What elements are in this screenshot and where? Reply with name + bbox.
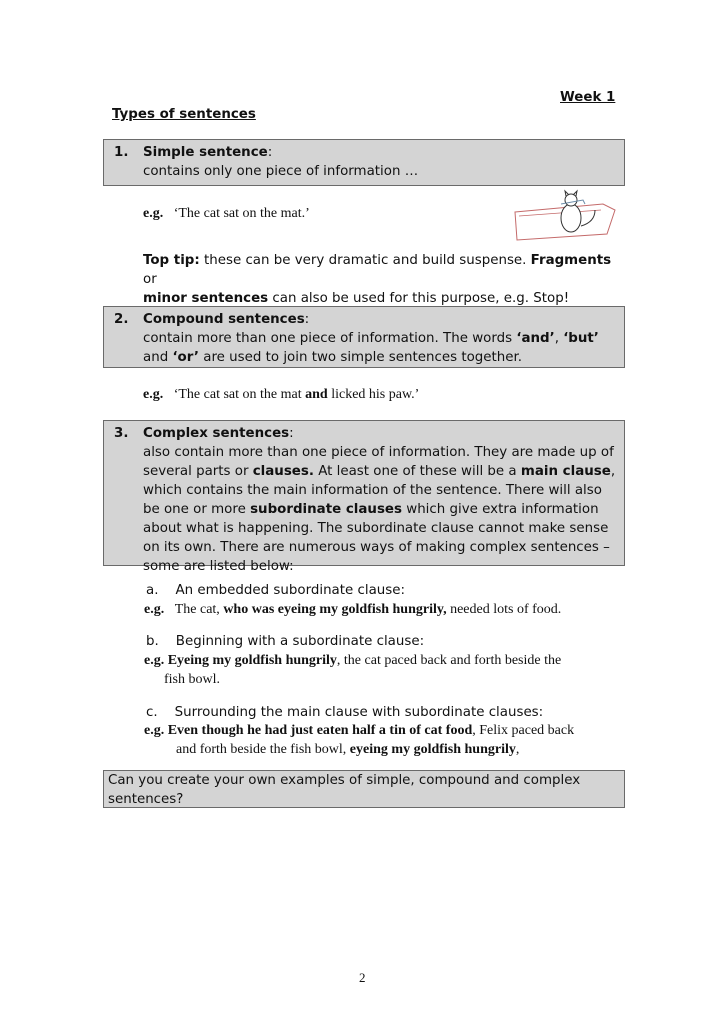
example-c-title (146, 703, 543, 722)
comma: , (554, 331, 564, 346)
compound-example-and: and (305, 387, 328, 402)
example-title: Beginning with a subordinate clause: (175, 634, 425, 649)
simple-sentence-text (143, 143, 621, 181)
week-label: Week 1 (560, 90, 616, 105)
complex-desc: which give extra information about what is happening. The subordinate clause cannot make sense on its own. There are numerous ways of making complex sentences – some are listed below: (143, 502, 610, 574)
compound-sentence-heading: Compound sentences (143, 312, 305, 327)
example-a (144, 600, 561, 619)
top-tip-label: Top tip: (143, 253, 200, 268)
tip-text: or (143, 272, 157, 287)
page-number: 2 (359, 970, 366, 985)
simple-sentence-desc: contains only one piece of information … (143, 164, 419, 179)
compound-desc: are used to join two simple sentences together. (199, 350, 523, 365)
tip-text: can also be used for this purpose, e.g. Stop! (268, 291, 570, 306)
simple-sentence-heading: Simple sentence (143, 145, 268, 160)
simple-example (143, 204, 310, 223)
list-marker: a. (146, 583, 159, 598)
compound-example-text: ‘The cat sat on the mat (173, 387, 306, 402)
example-text: fish bowl. (164, 672, 220, 687)
eg-label: e.g. (144, 602, 165, 617)
example-text: , Felix paced back (472, 723, 575, 738)
example-bold: e.g. Eyeing my goldfish hungrily (144, 653, 337, 668)
example-bold: eyeing my goldfish hungrily (349, 742, 516, 757)
example-text: needed lots of food. (446, 602, 562, 617)
eg-label: e.g. (143, 206, 164, 221)
complex-desc: also contain more than one piece of information. They are made up of several parts or (143, 445, 614, 479)
main-clause-term: main clause (520, 464, 611, 479)
heading-colon: : (289, 426, 294, 441)
eg-label: e.g. (143, 387, 164, 402)
cat-on-mat-illustration (511, 188, 619, 246)
top-tip (143, 251, 623, 308)
section-number: 3. (114, 426, 129, 441)
example-b-title (146, 632, 424, 651)
example-text: , the cat paced back and forth beside the (336, 653, 562, 668)
example-title: An embedded subordinate clause: (175, 583, 406, 598)
clauses-term: clauses. (252, 464, 314, 479)
complex-sentence-box (103, 420, 625, 574)
example-bold: who was eyeing my goldfish hungrily, (223, 602, 447, 617)
example-b (144, 651, 614, 689)
tip-text: these can be very dramatic and build suspense. (199, 253, 531, 268)
example-text: , (515, 742, 520, 757)
section-number: 2. (114, 312, 129, 327)
subordinate-clauses-term: subordinate clauses (250, 502, 402, 517)
list-marker: c. (146, 705, 158, 720)
word-but: ‘but’ (563, 331, 599, 346)
example-title: Surrounding the main clause with subordinate clauses: (174, 705, 544, 720)
section-number: 1. (114, 145, 129, 160)
heading-colon: : (267, 145, 273, 160)
example-c (144, 721, 614, 759)
list-marker: b. (146, 634, 159, 649)
complex-sentence-heading: Complex sentences (143, 426, 290, 441)
question-text: Can you create your own examples of simple, compound and complex sentences? (108, 773, 581, 807)
word-or: ‘or’ (172, 350, 199, 365)
example-text: and forth beside the fish bowl, (176, 742, 350, 757)
fragments-term: Fragments (530, 253, 612, 268)
compound-desc: and (143, 350, 173, 365)
question-box (103, 770, 625, 808)
complex-desc: , which contains the main information of the sentence. There will also be one or more (143, 464, 616, 517)
compound-sentence-text (143, 310, 621, 367)
compound-example (143, 385, 419, 404)
word-and: ‘and’ (516, 331, 555, 346)
compound-desc: contain more than one piece of information. The words (143, 331, 517, 346)
simple-example-text: ‘The cat sat on the mat.’ (173, 206, 310, 221)
compound-example-text: licked his paw.’ (327, 387, 420, 402)
page-title: Types of sentences (112, 107, 256, 122)
heading-colon: : (304, 312, 310, 327)
minor-sentences-term: minor sentences (143, 291, 269, 306)
compound-sentence-box (103, 306, 625, 368)
complex-sentence-text (143, 424, 621, 576)
example-bold: e.g. Even though he had just eaten half a tin of cat food (144, 723, 473, 738)
example-text: The cat, (174, 602, 224, 617)
example-a-title (146, 581, 405, 600)
simple-sentence-box (103, 139, 625, 186)
complex-desc: At least one of these will be a (313, 464, 521, 479)
